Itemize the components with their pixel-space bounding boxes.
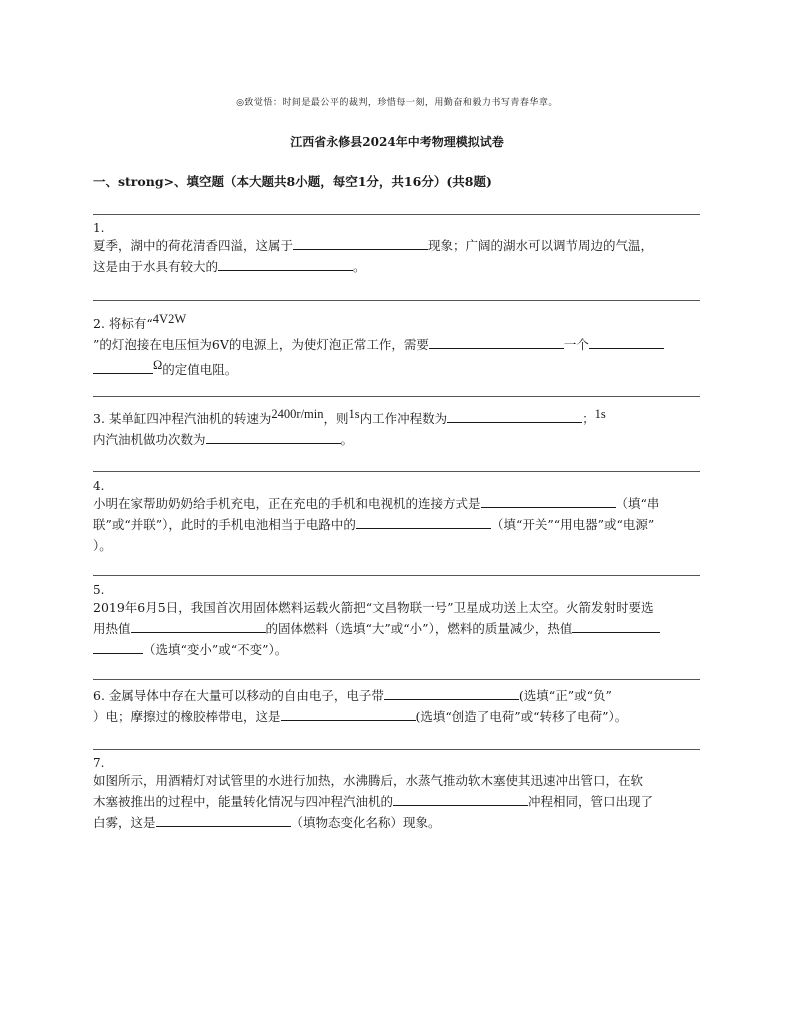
section-heading: 一、strong>、填空题（本大题共8小题，每空1分，共16分）(共8题) [93,174,492,189]
answer-blank[interactable] [393,792,528,806]
question-text: 内汽油机做功次数为 [93,432,206,447]
question-number: 6. 金属导体中存在大量可以移动的自由电子， [93,688,347,703]
question-number: 5. [93,583,105,597]
question-2 [93,309,703,380]
question-text: 冲程相同，管口出现了 [528,794,654,809]
math-formula: 2400r/min [271,407,324,421]
question-text: 电子带 [346,688,384,703]
divider [93,679,700,680]
question-text: 如图所示，用酒精灯对试管里的水进行加热，水沸腾后，水蒸气推动软木塞使其迅速冲出管口，在软 [93,773,644,788]
question-text: （选填“变小”或“不变”）。 [143,642,288,657]
question-text: (选填“正”或“负” [518,688,612,703]
question-text: ，则 [323,411,349,426]
question-text: 的定值电阻。 [162,362,238,377]
divider [93,471,700,472]
question-number: 1. [93,221,105,235]
question-text: 。 [340,432,354,447]
question-text: 用热值 [93,621,131,636]
answer-blank[interactable] [131,619,266,633]
question-text: ”的灯泡接在电压恒为6V的电源上，为使灯泡正常工作，需要 [93,337,429,352]
question-6 [93,685,703,727]
question-text: 现象；广阔的湖水可以调节周边的气温， [428,238,654,253]
answer-blank[interactable] [481,494,616,508]
math-formula: Ω [153,358,163,372]
math-formula: 1s [594,407,606,421]
math-formula: 1s [348,407,360,421]
question-text: 白雾，这是 [93,815,156,830]
divider [93,396,700,397]
question-text: 内工作冲程数为 [359,411,448,426]
question-4 [93,479,703,556]
question-text: ）。 [93,538,112,553]
answer-blank[interactable] [356,515,491,529]
question-number: 7. [93,756,105,770]
question-3 [93,404,703,450]
answer-blank[interactable] [384,686,519,700]
answer-blank[interactable] [429,335,564,349]
question-text: 木塞被推出的过程中，能量转化情况与四冲程汽油机的 [93,794,394,809]
question-text: (选填“创造了电荷”或“转移了电荷”）。 [415,709,628,724]
question-text: 的固体燃料（选填“大”或“小”），燃料的质量减少，热值 [265,621,573,636]
question-number: 4. [93,479,105,493]
question-text: 。 [353,259,366,274]
answer-blank[interactable] [281,707,416,721]
answer-blank[interactable] [93,640,143,654]
question-text: 这是由于水具有较大的 [93,259,219,274]
question-number: 3. 某单缸四冲程汽油机的转速为 [93,411,272,426]
question-text: ； [582,411,595,426]
question-text: 小明在家帮助奶奶给手机充电，正在充电的手机和电视机的连接方式是 [93,496,481,511]
question-text: 联”或“并联”），此时的手机电池相当于电路中的 [93,517,356,532]
answer-blank[interactable] [293,236,428,250]
question-7 [93,756,703,833]
question-text: （填物态变化名称）现象。 [290,815,441,830]
question-text: 2019年6月5日，我国首次用固体燃料运载火箭把“文昌物联一号”卫星成功送上太空。火箭发射时要选 [93,600,654,615]
answer-blank[interactable] [206,430,341,444]
question-text: （填“开关”“用电器”或“电源” [490,517,655,532]
motto-header: ◎致觉悟：时间是最公平的裁判，珍惜每一刻，用勤奋和毅力书写青春华章。 [236,98,558,108]
question-5 [93,583,703,660]
answer-blank[interactable] [447,409,582,423]
math-formula: 4V2W [152,312,187,326]
answer-blank[interactable] [93,360,153,374]
answer-blank[interactable] [589,335,664,349]
question-number: 2. 将标有“ [93,316,153,331]
answer-blank[interactable] [218,257,353,271]
question-text: 一个 [563,337,589,352]
question-text: 夏季，湖中的荷花清香四溢，这属于 [93,238,294,253]
page-title: 江西省永修县2024年中考物理模拟试卷 [290,135,504,149]
divider [93,214,700,215]
question-text: ）电；摩擦过的橡胶棒带电，这是 [93,709,281,724]
answer-blank[interactable] [572,619,660,633]
divider [93,575,700,576]
question-1 [93,221,703,277]
question-text: （填“串 [615,496,660,511]
divider [93,749,700,750]
divider [93,300,700,301]
answer-blank[interactable] [156,813,291,827]
